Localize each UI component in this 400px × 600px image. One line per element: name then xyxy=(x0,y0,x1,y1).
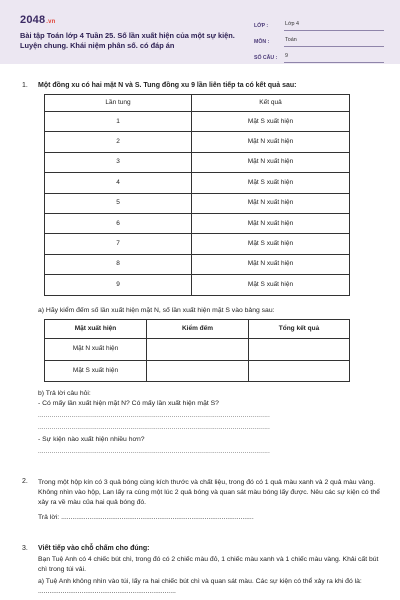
table-header: Tổng kết quả xyxy=(249,320,350,339)
toss-number: 3 xyxy=(45,152,192,172)
question-3-text: Bạn Tuệ Anh có 4 chiếc bút chì, trong đó có 2 chiếc màu đỏ, 1 chiếc màu xanh và 1 chiếc màu vàng. Khải cất bút chì trong túi vải. xyxy=(38,556,379,573)
table-row xyxy=(45,152,350,172)
toss-result: Mặt N xuất hiện xyxy=(192,254,350,274)
toss-result: Mặt N xuất hiện xyxy=(192,193,350,213)
question-3-title: Viết tiếp vào chỗ chấm cho đúng: xyxy=(38,545,150,552)
table-row xyxy=(45,360,350,382)
table-row xyxy=(45,213,350,233)
toss-result: Mặt N xuất hiện xyxy=(192,132,350,152)
total-cell[interactable] xyxy=(249,339,350,361)
question-3-number: 3. xyxy=(22,545,28,552)
meta-label: LỚP : xyxy=(254,22,269,29)
answer-line[interactable]: ...................................................................................................................... xyxy=(38,425,271,431)
question-2-text: Trong một hộp kín có 3 quả bóng cùng kích thước và chất liệu, trong đó có 1 quả màu xanh và 2 quả màu vàng. Không nhìn vào hộp, Lan lấy ra cùng một lúc 2 quả bóng và quan sát màu bóng lấy được. Nêu các sự kiện có thể xảy ra về màu của hai quả bóng đó. xyxy=(38,479,380,506)
face-label: Mặt S xuất hiện xyxy=(45,360,147,382)
meta-value: Toán xyxy=(284,37,384,47)
toss-number: 5 xyxy=(45,193,192,213)
table-row xyxy=(45,112,350,132)
total-cell[interactable] xyxy=(249,360,350,382)
table-header: Lần tung xyxy=(45,95,192,112)
toss-result: Mặt N xuất hiện xyxy=(192,213,350,233)
toss-number: 4 xyxy=(45,173,192,193)
question-1-part-a: a) Hãy kiểm đếm số lần xuất hiện mặt N, số lần xuất hiện mặt S vào bảng sau: xyxy=(38,307,275,314)
logo-text: 2048 xyxy=(20,14,46,26)
question-1-b2: - Sự kiện nào xuất hiện nhiều hơn? xyxy=(38,436,145,443)
logo-suffix: .vn xyxy=(46,19,56,25)
meta-label: MÔN : xyxy=(254,38,270,45)
document-title: Bài tập Toán lớp 4 Tuần 25. Số lần xuất hiện của một sự kiện. Luyện chung. Khái niệm phân số. có đáp án xyxy=(20,31,235,50)
answer-line[interactable]: ...................................................................................................................... xyxy=(38,449,271,455)
question-1-title: Một đồng xu có hai mặt N và S. Tung đồng xu 9 lần liên tiếp ta có kết quả sau: xyxy=(38,82,297,89)
meta-row-class xyxy=(254,15,384,31)
page-header xyxy=(0,0,400,64)
table-header-row xyxy=(45,95,350,112)
toss-number: 8 xyxy=(45,254,192,274)
table-row xyxy=(45,173,350,193)
table-row xyxy=(45,254,350,274)
table-row xyxy=(45,132,350,152)
question-2-answer[interactable]: Trả lời: ...................................................................................................... xyxy=(38,514,254,521)
toss-number: 7 xyxy=(45,234,192,254)
answer-line[interactable]: ...................................................................................................................... xyxy=(38,413,271,419)
toss-results-table xyxy=(44,94,350,296)
toss-number: 1 xyxy=(45,112,192,132)
table-row xyxy=(45,193,350,213)
toss-number: 6 xyxy=(45,213,192,233)
question-2-number: 2. xyxy=(22,478,28,485)
table-header: Kiểm đếm xyxy=(147,320,249,339)
toss-result: Mặt S xuất hiện xyxy=(192,234,350,254)
question-1-number: 1. xyxy=(22,82,28,89)
meta-info xyxy=(254,15,384,63)
tally-cell[interactable] xyxy=(147,360,249,382)
question-3-part-a: a) Tuệ Anh không nhìn vào túi, lấy ra hai chiếc bút chì và quan sát màu. Các sự kiện có thể xảy ra khi đó là: ......................................................................... xyxy=(38,578,362,595)
meta-value: 9 xyxy=(284,53,384,63)
toss-number: 2 xyxy=(45,132,192,152)
site-logo[interactable] xyxy=(20,14,56,28)
tally-table xyxy=(44,319,350,382)
meta-row-subject xyxy=(254,31,384,47)
toss-result: Mặt S xuất hiện xyxy=(192,173,350,193)
question-1-b1: - Có mấy lần xuất hiện mặt N? Có mấy lần xuất hiện mặt S? xyxy=(38,400,219,407)
table-header: Kết quả xyxy=(192,95,350,112)
toss-result: Mặt N xuất hiện xyxy=(192,152,350,172)
table-header: Mặt xuất hiện xyxy=(45,320,147,339)
table-row xyxy=(45,339,350,361)
table-row xyxy=(45,275,350,295)
meta-label: SỐ CÂU : xyxy=(254,54,278,61)
face-label: Mặt N xuất hiện xyxy=(45,339,147,361)
meta-row-count xyxy=(254,47,384,63)
toss-number: 9 xyxy=(45,275,192,295)
table-row xyxy=(45,234,350,254)
toss-result: Mặt S xuất hiện xyxy=(192,112,350,132)
toss-result: Mặt S xuất hiện xyxy=(192,275,350,295)
meta-value: Lớp 4 xyxy=(284,21,384,31)
question-1-part-b: b) Trả lời câu hỏi: xyxy=(38,390,91,397)
tally-cell[interactable] xyxy=(147,339,249,361)
table-header-row xyxy=(45,320,350,339)
